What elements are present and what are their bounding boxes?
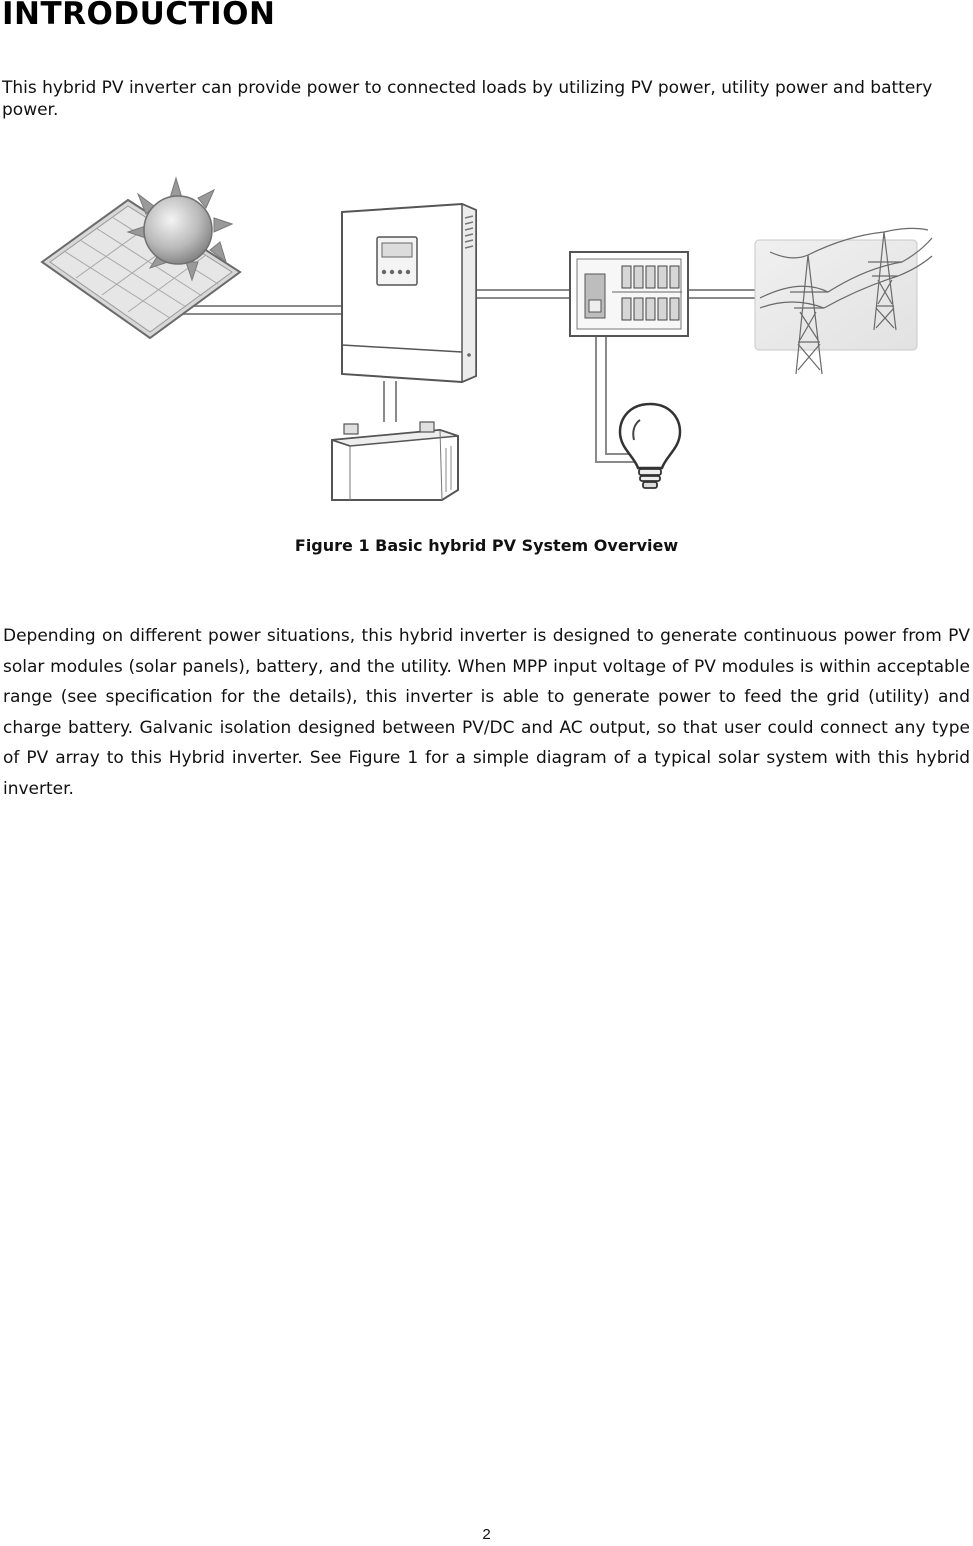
body-paragraph: Depending on different power situations, this hybrid inverter is designed to generate continuous power from PV solar modules (solar panels), battery, and the utility. When MPP input voltage of PV modules is within acceptable range (see specification for the details), this inverter is able to generate power to feed the grid (utility) and charge battery. Galvanic isolation designed between PV/DC and AC output, so that user could connect any type of PV array to this Hybrid inverter. See Figure 1 for a simple diagram of a typical solar system with this hybrid inverter.	[3, 626, 970, 799]
page-number: 2	[482, 1526, 491, 1543]
utility-grid-icon	[755, 228, 932, 374]
system-overview-figure	[0, 165, 973, 510]
inverter-icon	[342, 204, 476, 382]
distribution-box-icon	[570, 252, 688, 336]
battery-icon	[332, 422, 458, 500]
section-heading: INTRODUCTION	[2, 0, 276, 32]
light-bulb-icon	[620, 404, 680, 488]
intro-paragraph: This hybrid PV inverter can provide power to connected loads by utilizing PV power, utility power and battery power.	[2, 78, 933, 120]
figure-caption: Figure 1 Basic hybrid PV System Overview	[294, 536, 679, 555]
